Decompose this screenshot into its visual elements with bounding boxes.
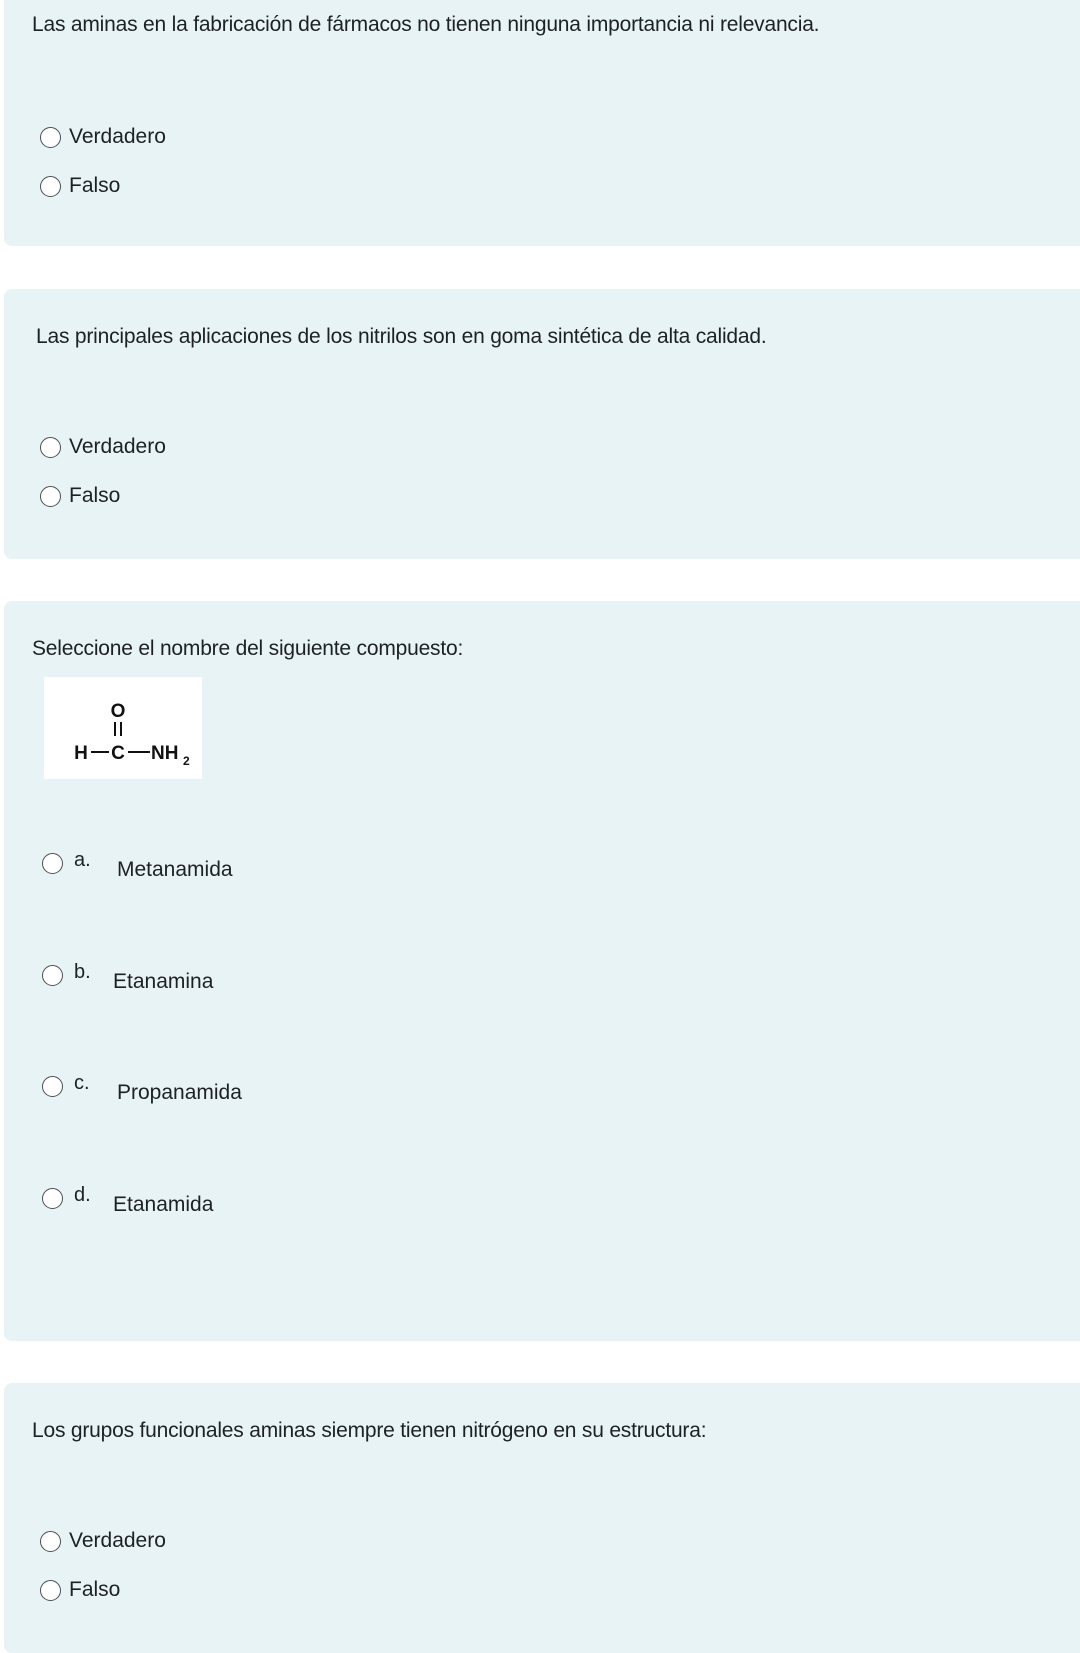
question-text: Seleccione el nombre del siguiente compuesto:	[32, 637, 464, 660]
option-label: Falso	[69, 484, 121, 507]
option-letter: a.	[74, 849, 91, 871]
option-falso[interactable]	[40, 484, 120, 508]
option-verdadero[interactable]	[40, 435, 166, 459]
option-letter: d.	[74, 1184, 91, 1206]
question-text: Las aminas en la fabricación de fármacos no tienen ninguna importancia ni relevancia.	[32, 13, 820, 36]
option-label: Etanamina	[113, 970, 214, 993]
question-text: Los grupos funcionales aminas siempre tienen nitrógeno en su estructura:	[32, 1419, 707, 1442]
radio-button[interactable]	[40, 1531, 61, 1552]
option-label: Falso	[69, 174, 121, 197]
radio-button[interactable]	[40, 437, 61, 458]
option-falso[interactable]	[40, 174, 120, 198]
radio-button[interactable]	[40, 1580, 61, 1601]
option-label: Verdadero	[69, 125, 166, 148]
atom-oxygen: O	[110, 701, 126, 722]
option-label: Verdadero	[69, 1529, 166, 1552]
option-label: Falso	[69, 1578, 121, 1601]
radio-button[interactable]	[40, 486, 61, 507]
radio-button[interactable]	[42, 965, 63, 986]
atom-hydrogen: H	[74, 743, 88, 764]
question-card-4	[4, 1383, 1080, 1653]
radio-button[interactable]	[42, 853, 63, 874]
option-letter: c.	[74, 1072, 90, 1094]
option-verdadero[interactable]	[40, 1529, 166, 1553]
radio-button[interactable]	[40, 127, 61, 148]
amine-group: NH	[151, 743, 179, 764]
formamide-structure	[44, 677, 202, 779]
option-label: Verdadero	[69, 435, 166, 458]
question-card-3	[4, 601, 1080, 1341]
option-label: Etanamida	[113, 1193, 214, 1216]
option-label: Metanamida	[117, 858, 233, 881]
radio-button[interactable]	[42, 1076, 63, 1097]
question-card-1	[4, 0, 1080, 246]
question-card-2	[4, 289, 1080, 559]
question-text: Las principales aplicaciones de los nitrilos son en goma sintética de alta calidad.	[36, 325, 767, 348]
option-falso[interactable]	[40, 1578, 120, 1602]
nh-subscript: 2	[183, 754, 190, 768]
radio-button[interactable]	[42, 1188, 63, 1209]
option-letter: b.	[74, 961, 91, 983]
compound-structure-image	[44, 677, 202, 779]
option-verdadero[interactable]	[40, 125, 166, 149]
option-label: Propanamida	[117, 1081, 242, 1104]
atom-carbon: C	[111, 743, 125, 764]
radio-button[interactable]	[40, 176, 61, 197]
